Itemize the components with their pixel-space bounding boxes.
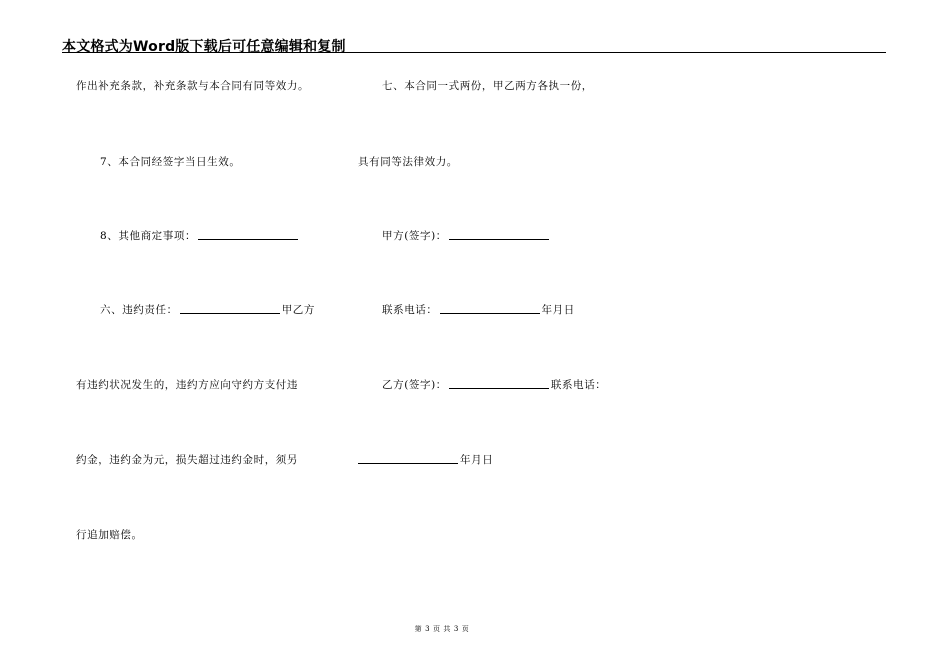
right-line-5 bbox=[382, 380, 606, 391]
party-a-date-label: 年月日 bbox=[541, 304, 575, 316]
other-matters-label: 8、其他商定事项： bbox=[100, 230, 197, 242]
left-line-2: 7、本合同经签字当日生效。 bbox=[100, 156, 241, 168]
left-line-6: 约金，违约金为元，损失超过违约金时，须另 bbox=[76, 454, 298, 466]
left-line-5: 有违约状况发生的，违约方应向守约方支付违 bbox=[76, 379, 298, 391]
party-b-date-label: 年月日 bbox=[460, 454, 494, 466]
party-a-signature-label: 甲方(签字)： bbox=[382, 230, 447, 242]
left-line-4 bbox=[100, 305, 315, 316]
header-divider bbox=[62, 52, 886, 53]
party-b-phone-label: 联系电话： bbox=[550, 379, 607, 391]
party-b-signature-blank bbox=[449, 387, 549, 389]
left-line-1: 作出补充条款，补充条款与本合同有同等效力。 bbox=[76, 80, 310, 92]
breach-liability-label: 六、违约责任： bbox=[100, 304, 178, 316]
left-line-3 bbox=[100, 231, 300, 242]
party-b-signature-label: 乙方(签字)： bbox=[382, 379, 447, 391]
right-line-6 bbox=[358, 455, 493, 466]
right-line-4 bbox=[382, 305, 575, 316]
breach-liability-suffix: 甲乙方 bbox=[281, 304, 316, 316]
page-number: 第 3 页 共 3 页 bbox=[414, 625, 470, 633]
document-header: 本文格式为Word版下载后可任意编辑和复制 bbox=[62, 39, 346, 55]
party-a-signature-blank bbox=[449, 238, 549, 240]
right-line-2: 具有同等法律效力。 bbox=[358, 156, 458, 168]
party-a-phone-blank bbox=[440, 312, 540, 314]
party-b-phone-blank bbox=[358, 462, 458, 464]
breach-liability-blank bbox=[180, 312, 280, 314]
right-line-3 bbox=[382, 231, 551, 242]
right-line-1: 七、本合同一式两份，甲乙两方各执一份， bbox=[382, 80, 593, 92]
other-matters-blank bbox=[198, 238, 298, 240]
left-line-7: 行追加赔偿。 bbox=[76, 529, 143, 541]
party-a-phone-label: 联系电话： bbox=[382, 304, 438, 316]
